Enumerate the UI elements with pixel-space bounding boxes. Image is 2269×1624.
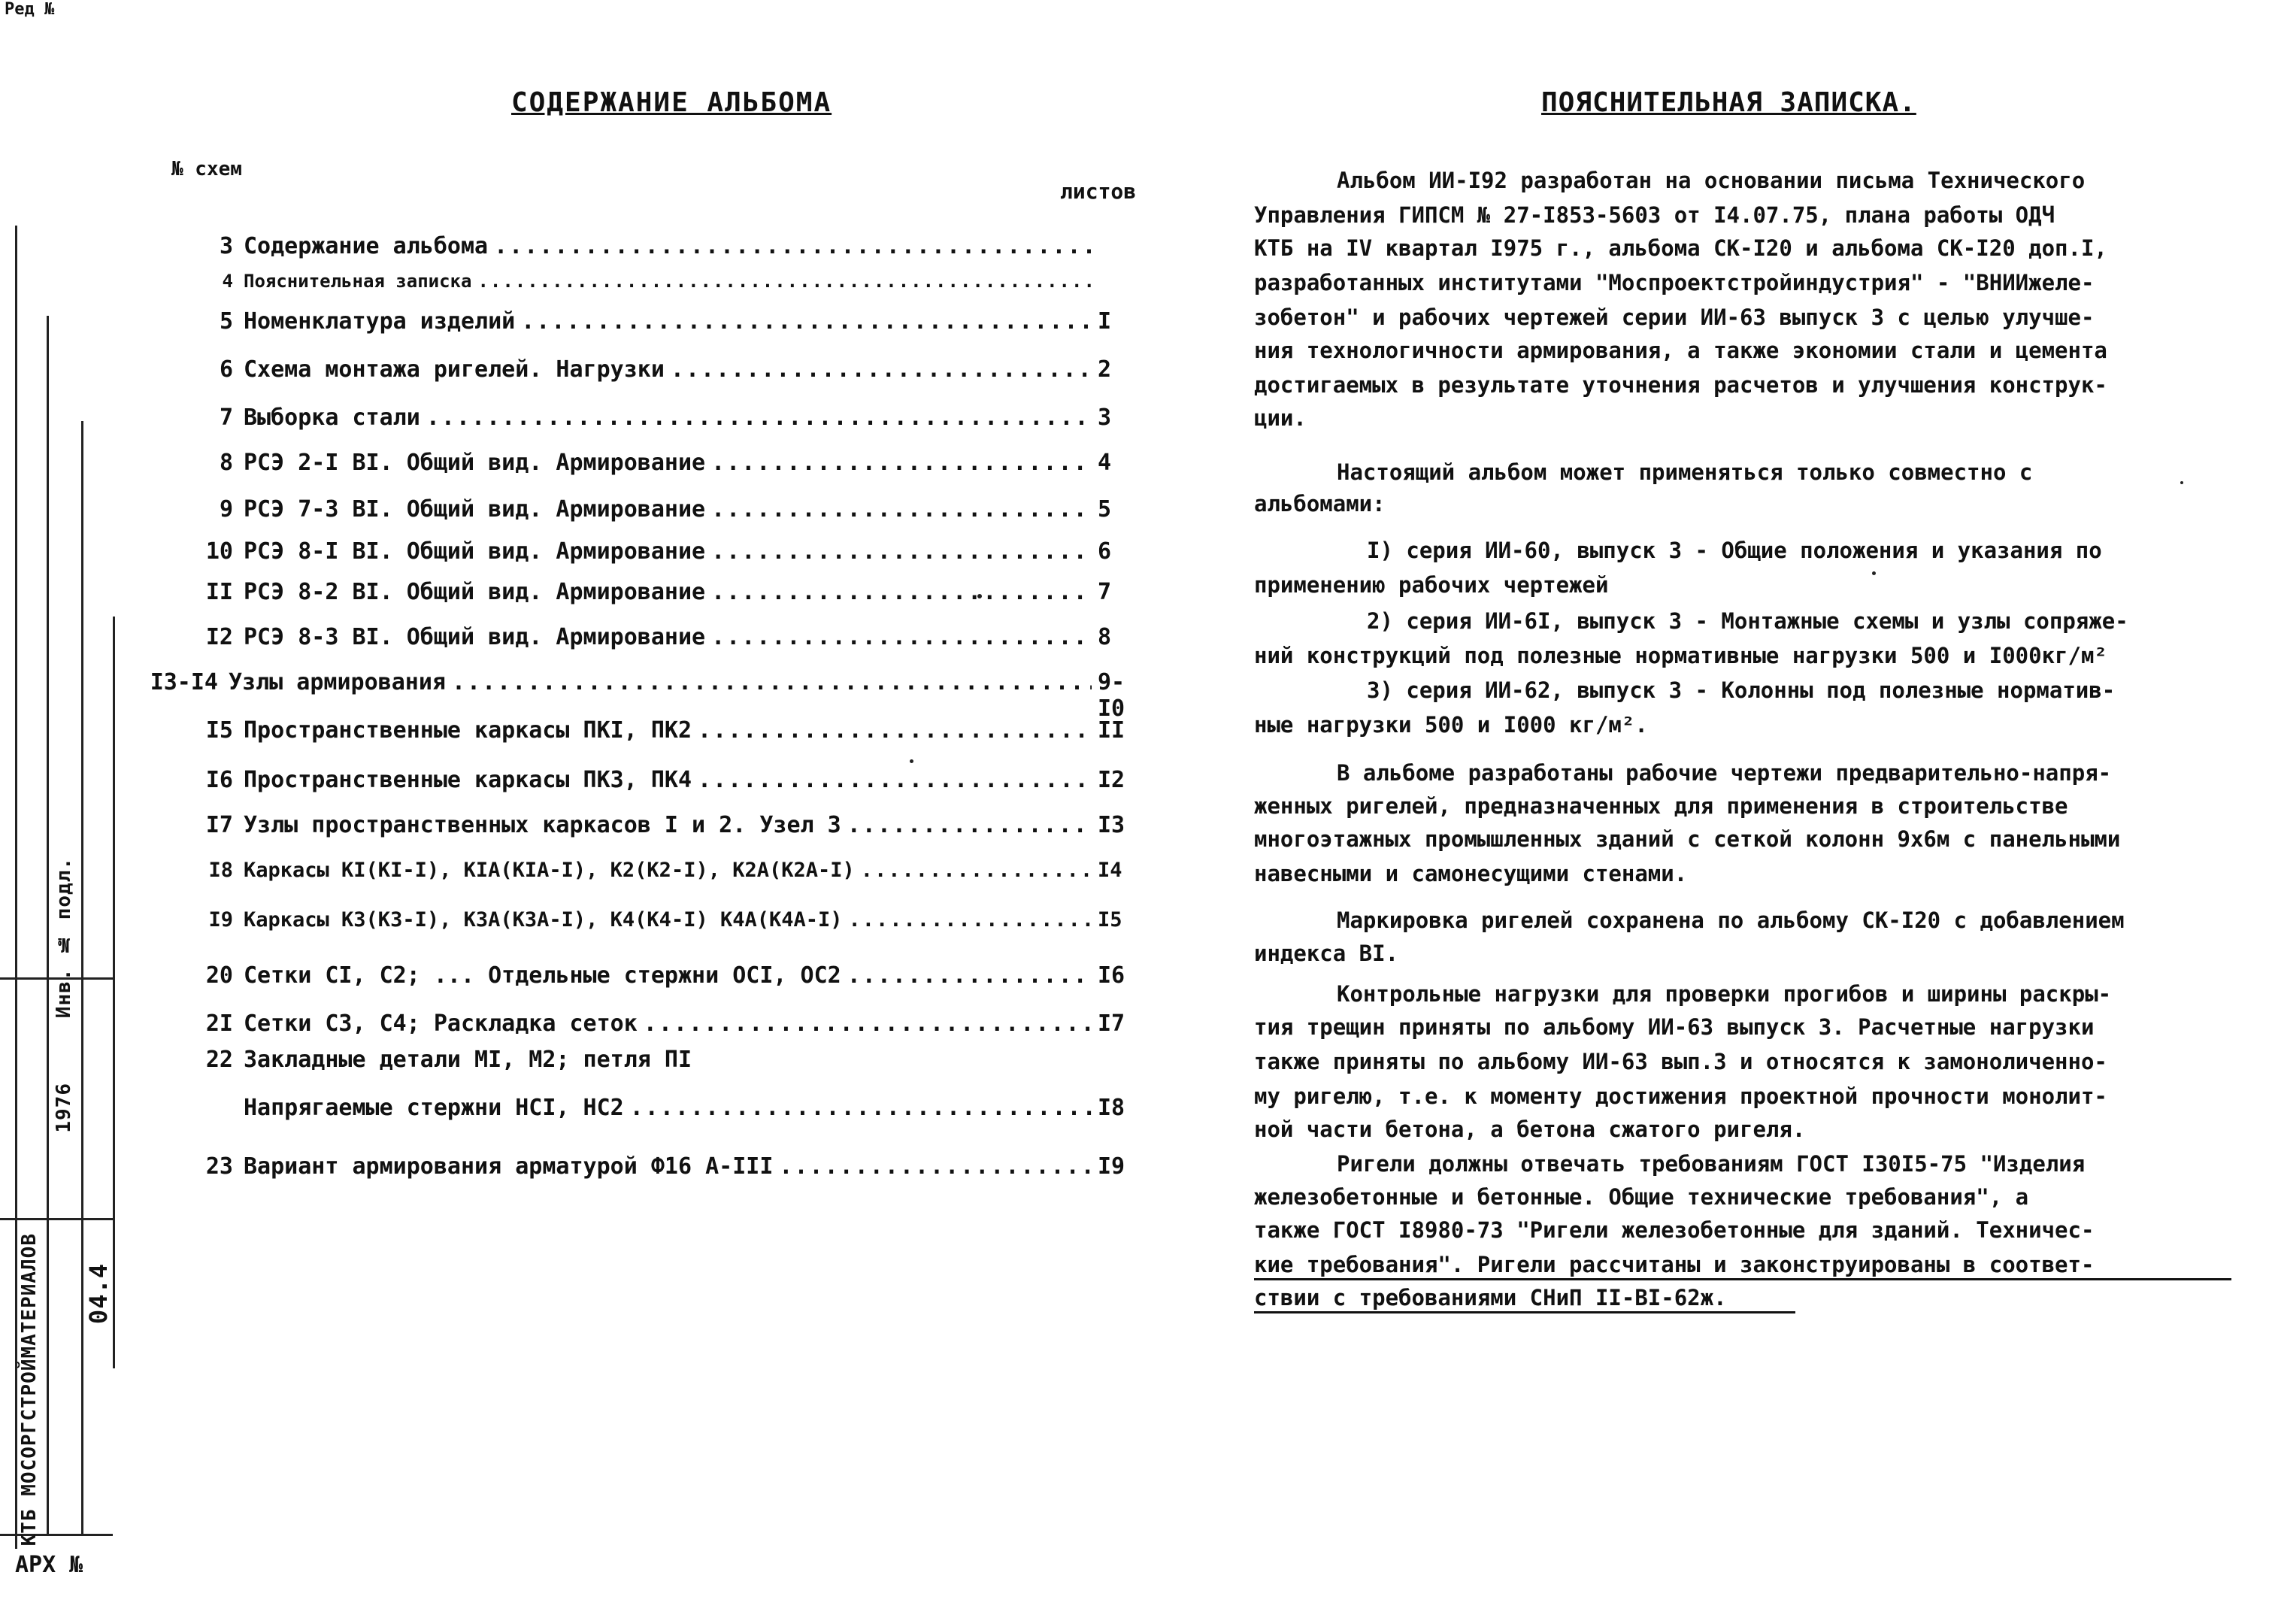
note-line: Ригели должны отвечать требованиям ГОСТ I30I5-75 "Изделия: [1337, 1151, 2086, 1177]
row-title: Пояснительная записка: [244, 271, 472, 292]
note-line: ствии с требованиями СНиП II-ВI-62ж.: [1254, 1285, 1727, 1310]
row-title: РСЭ 2-I ВI. Общий вид. Армирование: [244, 450, 706, 476]
note-line: I) серия ИИ-60, выпуск 3 - Общие положения и указания по: [1367, 538, 2102, 563]
note-line: ний конструкций под полезные нормативные нагрузки 500 и I000кг/м²: [1254, 643, 2107, 668]
contents-row: [150, 538, 1150, 573]
margin-line: [15, 226, 17, 1549]
org-column: КТБ МОСОРГСТРОЙМАТЕРИАЛОВ: [18, 1233, 41, 1547]
row-title: Вариант армирования арматурой Ф16 А-III: [244, 1153, 774, 1180]
row-title: Каркасы КI(КI-I), КIА(КIА-I), К2(К2-I), К2А(К2А-I): [244, 859, 855, 882]
scan-speck: [977, 594, 982, 598]
note-line: В альбоме разработаны рабочие чертежи предварительно-напря-: [1337, 760, 2112, 786]
date-column: 1976: [53, 1083, 75, 1133]
row-title: Узлы армирования: [229, 669, 446, 695]
row-number: I9: [208, 908, 233, 932]
row-sheet: I7: [1098, 1010, 1125, 1037]
leader-dots: [779, 1153, 1092, 1180]
row-number: 10: [205, 538, 233, 565]
row-sheet: 7: [1098, 579, 1112, 605]
row-title: Содержание альбома: [244, 233, 489, 259]
scan-speck: [1872, 571, 1876, 575]
row-number: 23: [205, 1153, 233, 1180]
row-sheet: II: [1098, 717, 1125, 744]
note-line: 3) серия ИИ-62, выпуск 3 - Колонны под полезные норматив-: [1367, 677, 2116, 703]
leader-dots: [521, 308, 1092, 335]
row-sheet: I2: [1098, 767, 1125, 793]
row-number: 20: [205, 962, 233, 989]
note-line: навесными и самонесущими стенами.: [1254, 861, 1688, 886]
leader-dots: [711, 538, 1092, 565]
leader-dots: [698, 717, 1092, 744]
row-title: Пространственные каркасы ПК3, ПК4: [244, 767, 692, 793]
row-title: Сетки С3, С4; Раскладка сеток: [244, 1010, 638, 1037]
note-line: КТБ на IV квартал I975 г., альбома СК-I20 и альбома СК-I20 доп.I,: [1254, 235, 2107, 261]
note-line: женных ригелей, предназначенных для применения в строительстве: [1254, 793, 2068, 819]
leader-dots: [847, 962, 1092, 989]
row-sheet: I5: [1098, 908, 1122, 932]
note-line: ции.: [1254, 405, 1307, 431]
margin-line: [47, 316, 49, 1534]
leader-dots: [711, 624, 1092, 650]
leader-dots: [426, 404, 1092, 431]
row-sheet: I3: [1098, 812, 1125, 838]
row-title: РСЭ 7-3 ВI. Общий вид. Армирование: [244, 496, 706, 523]
row-title: Узлы пространственных каркасов I и 2. Узел 3: [244, 812, 841, 838]
row-number: I8: [208, 859, 233, 882]
leader-dots: [452, 669, 1092, 695]
contents-row: [150, 579, 1150, 614]
note-line: также ГОСТ I8980-73 "Ригели железобетонные для зданий. Техничес-: [1254, 1217, 2095, 1243]
leader-dots: [711, 496, 1092, 523]
margin-line: [0, 1218, 113, 1220]
note-line: применению рабочих чертежей: [1254, 572, 1609, 598]
note-line: железобетонные и бетонные. Общие технические требования", а: [1254, 1184, 2029, 1210]
contents-row: [150, 271, 1150, 305]
contents-row: [150, 450, 1150, 484]
note-line: Настоящий альбом может применяться только совместно с: [1337, 459, 2033, 485]
leader-dots: [711, 579, 1092, 605]
contents-row: [150, 717, 1150, 752]
contents-number-header: № схем: [171, 158, 242, 180]
row-number: I5: [205, 717, 233, 744]
row-number: I7: [205, 812, 233, 838]
leader-dots: [644, 1010, 1092, 1037]
note-line: кие требования". Ригели рассчитаны и законструированы в соответ-: [1254, 1252, 2095, 1277]
row-number: I3-I4: [150, 669, 218, 695]
leader-dots: [861, 859, 1092, 882]
row-number: 22: [205, 1047, 233, 1073]
row-title: РСЭ 8-I ВI. Общий вид. Армирование: [244, 538, 706, 565]
note-line: ные нагрузки 500 и I000 кг/м².: [1254, 712, 1648, 738]
note-title: ПОЯСНИТЕЛЬНАЯ ЗАПИСКА.: [1541, 87, 1916, 118]
contents-row: [150, 1047, 1150, 1081]
row-sheet: 6: [1098, 538, 1112, 565]
note-line: альбомами:: [1254, 491, 1386, 517]
note-line: также приняты по альбому ИИ-63 вып.3 и относятся к замоноличенно-: [1254, 1049, 2107, 1074]
row-sheet: I4: [1098, 859, 1122, 882]
note-line: ния технологичности армирования, а также экономии стали и цемента: [1254, 338, 2107, 363]
row-number: I2: [205, 624, 233, 650]
row-number: 6: [219, 356, 233, 383]
contents-row: [150, 767, 1150, 801]
row-sheet: 5: [1098, 496, 1112, 523]
row-sheet: 8: [1098, 624, 1112, 650]
contents-sheets-header: листов: [1060, 179, 1137, 204]
row-number: 2I: [205, 1010, 233, 1037]
note-line: Маркировка ригелей сохранена по альбому СК-I20 с добавлением: [1337, 907, 2125, 933]
text-underline: [1254, 1311, 1795, 1313]
margin-stamp: [0, 0, 128, 1624]
contents-row: [150, 1153, 1150, 1188]
row-number: 5: [219, 308, 233, 335]
code-column: 04.4: [84, 1263, 113, 1325]
note-line: Альбом ИИ-I92 разработан на основании письма Технического: [1337, 168, 2086, 193]
note-line: ной части бетона, а бетона сжатого ригеля.: [1254, 1116, 1806, 1142]
leader-dots: [698, 767, 1092, 793]
leader-dots: [849, 908, 1092, 932]
row-number: II: [205, 579, 233, 605]
note-line: Управления ГИПСМ № 27-I853-5603 от I4.07.75, плана работы ОДЧ: [1254, 202, 2055, 228]
margin-line: [0, 1534, 113, 1536]
note-line: му ригелю, т.е. к моменту достижения проектной прочности монолит-: [1254, 1083, 2107, 1109]
text-underline: [1254, 1278, 2231, 1280]
inventory-column: Инв. № подл.: [53, 857, 75, 1019]
leader-dots: [494, 233, 1092, 259]
row-title: Номенклатура изделий: [244, 308, 516, 335]
scan-speck: [2180, 481, 2183, 484]
row-sheet: I9: [1098, 1153, 1125, 1180]
archive-label: АРХ №: [15, 1552, 83, 1578]
row-number: 4: [222, 271, 233, 292]
row-sheet: 2: [1098, 356, 1112, 383]
row-title: Закладные детали МI, М2; петля ПI: [244, 1047, 692, 1073]
contents-row: [150, 812, 1150, 847]
row-title: РСЭ 8-3 ВI. Общий вид. Армирование: [244, 624, 706, 650]
note-line: достигаемых в результате уточнения расчетов и улучшения конструк-: [1254, 372, 2107, 398]
note-line: многоэтажных промышленных зданий с сеткой колонн 9х6м с панельными: [1254, 826, 2121, 852]
contents-row: [150, 404, 1150, 439]
contents-row: [150, 233, 1150, 268]
note-line: 2) серия ИИ-6I, выпуск 3 - Монтажные схемы и узлы сопряже-: [1367, 608, 2128, 634]
row-sheet: 9-I0: [1098, 669, 1125, 722]
leader-dots: [671, 356, 1092, 383]
row-sheet: I8: [1098, 1095, 1125, 1121]
leader-dots: [630, 1095, 1092, 1121]
contents-row: [150, 859, 1150, 893]
contents-row: [150, 308, 1150, 343]
leader-dots: [847, 812, 1092, 838]
row-title: Сетки СI, С2; ... Отдельные стержни ОСI, ОС2: [244, 962, 841, 989]
note-line: тия трещин приняты по альбому ИИ-63 выпуск 3. Расчетные нагрузки: [1254, 1014, 2095, 1040]
row-number: 7: [219, 404, 233, 431]
row-title: Схема монтажа ригелей. Нагрузки: [244, 356, 665, 383]
note-line: зобетон" и рабочих чертежей серии ИИ-63 выпуск 3 с целью улучше-: [1254, 304, 2095, 330]
leader-dots: [477, 271, 1092, 292]
contents-row: [150, 908, 1150, 943]
corner-note: Ред №: [5, 0, 55, 19]
note-line: разработанных институтами "Моспроектстройиндустрия" - "ВНИИжеле-: [1254, 270, 2095, 295]
row-number: 3: [219, 233, 233, 259]
leader-dots: [711, 450, 1092, 476]
row-sheet: 3: [1098, 404, 1112, 431]
contents-row: [150, 624, 1150, 659]
row-number: 9: [219, 496, 233, 523]
contents-row: [150, 962, 1150, 997]
contents-title: СОДЕРЖАНИЕ АЛЬБОМА: [511, 87, 832, 118]
row-title: Напрягаемые стержни НСI, НС2: [244, 1095, 624, 1121]
row-number: I6: [205, 767, 233, 793]
row-sheet: 4: [1098, 450, 1112, 476]
row-title: РСЭ 8-2 ВI. Общий вид. Армирование: [244, 579, 706, 605]
contents-row: [150, 496, 1150, 531]
row-sheet: I: [1098, 308, 1112, 335]
row-title: Каркасы К3(К3-I), К3А(К3А-I), К4(К4-I) К4А(К4А-I): [244, 908, 843, 932]
scan-speck: [910, 759, 913, 763]
margin-line: [113, 617, 115, 1368]
contents-row: [150, 1010, 1150, 1045]
row-title: Выборка стали: [244, 404, 420, 431]
contents-row: [150, 1095, 1150, 1129]
note-line: Контрольные нагрузки для проверки прогибов и ширины раскры-: [1337, 981, 2112, 1007]
contents-row: [150, 356, 1150, 391]
row-number: 8: [219, 450, 233, 476]
contents-row: [135, 669, 1150, 722]
note-line: индекса ВI.: [1254, 941, 1399, 966]
row-title: Пространственные каркасы ПКI, ПК2: [244, 717, 692, 744]
row-sheet: I6: [1098, 962, 1125, 989]
